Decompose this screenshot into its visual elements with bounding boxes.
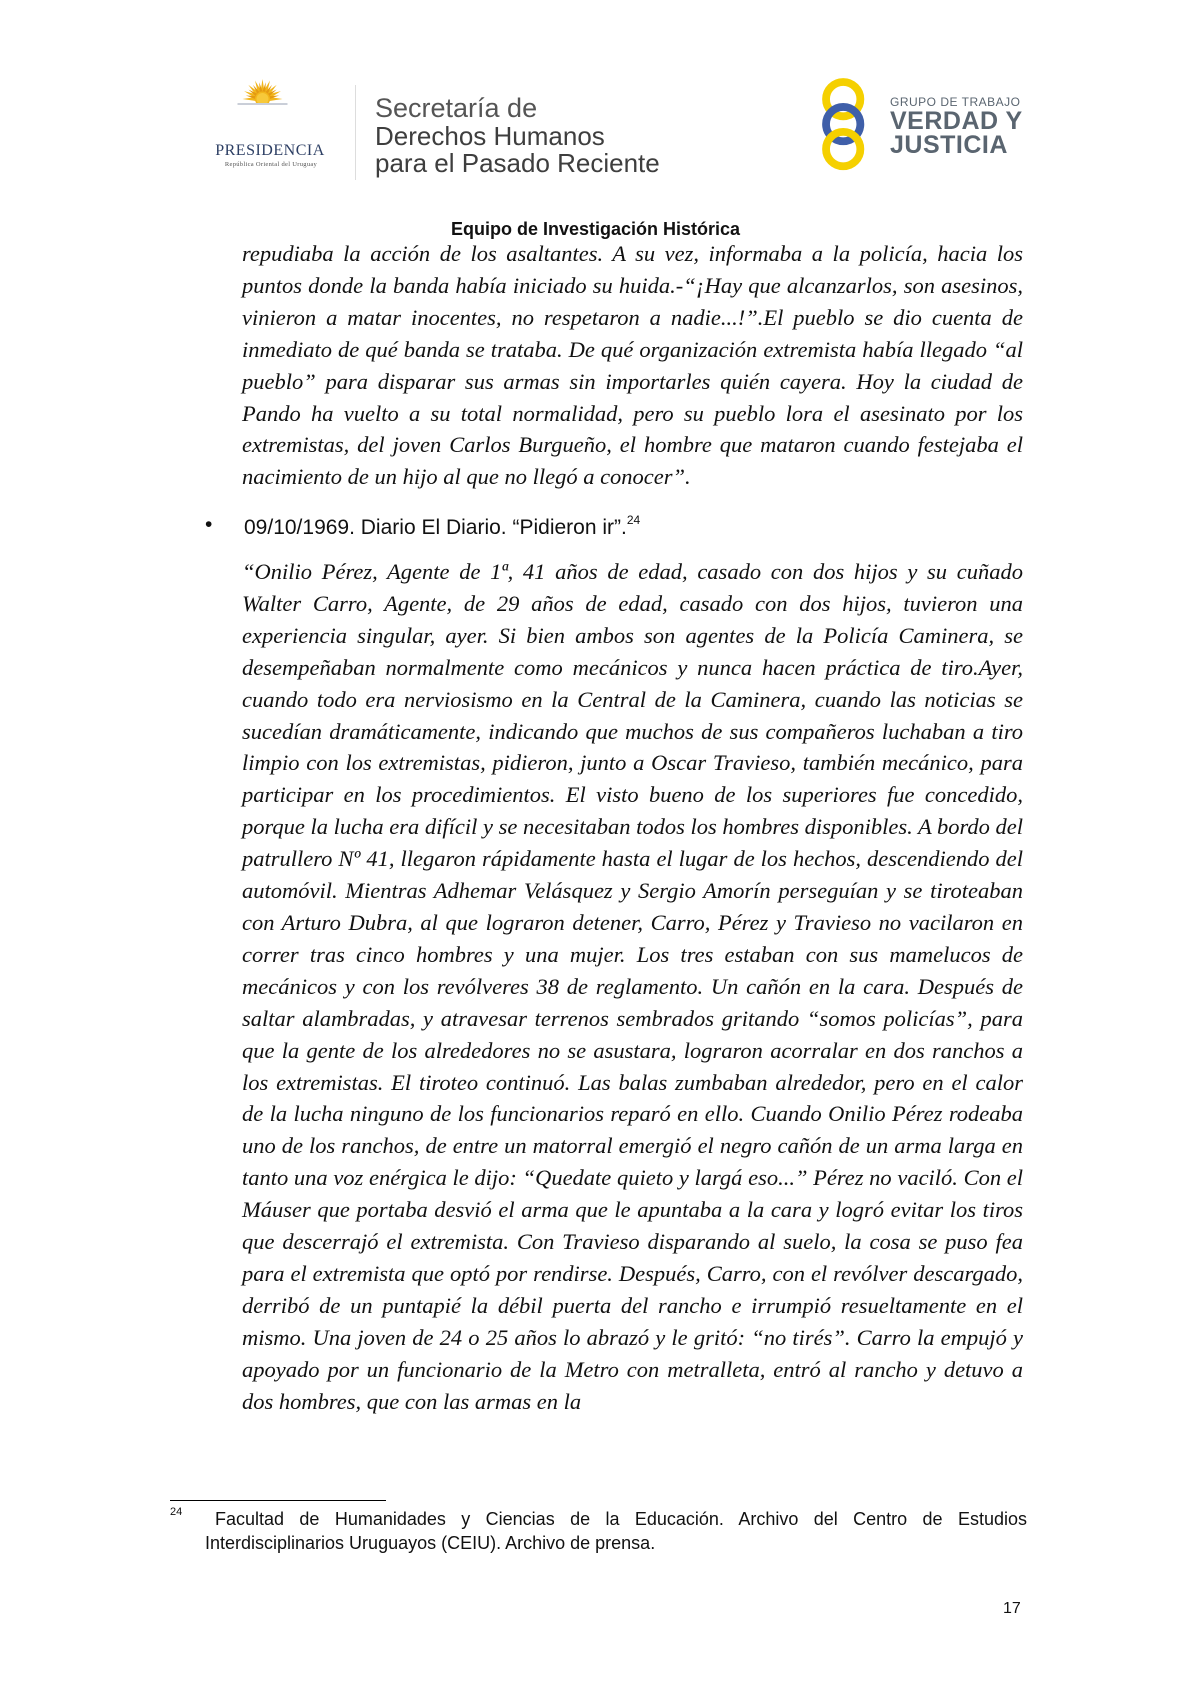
bullet-text: 09/10/1969. Diario El Diario. “Pidieron ir”. [244, 516, 627, 539]
quote-paragraph-2: “Onilio Pérez, Agente de 1ª, 41 años de edad, casado con dos hijos y su cuñado Walter Carro, Agente, de 29 años de edad, casado con dos hijos, tuvieron una experiencia singular, ayer. Si bien ambos son agentes de la Policía Caminera, se desempeñaban normalmente como mecánicos y nunca hacen práctica de tiro.Ayer, cuando todo era nerviosismo en la Central de la Caminera, cuando las noticias se sucedían dramáticamente, indicando que muchos de sus compañeros luchaban a tiro limpio con los extremistas, pidieron, junto a Oscar Travieso, también mecánico, para participar en los procedimientos. El visto bueno de los superiores fue concedido, porque la lucha era difícil y se necesitaban todos los hombres disponibles. A bordo del patrullero Nº 41, llegaron rápidamente hasta el lugar de los hechos, descendiendo del automóvil. Mientras Adhemar Velásquez y Sergio Amorín perseguían y se tiroteaban con Arturo Dubra, al que lograron detener, Carro, Pérez y Travieso no vacilaron en correr tras cinco hombres y una mujer. Los tres estaban con sus mamelucos de mecánicos y con los revólveres 38 de reglamento. Un cañón en la cara. Después de saltar alambradas, y atravesar terrenos sembrados gritando “somos policías”, para que la gente de los alrededores no se asustara, lograron acorralar en dos ranchos a los extremistas. El tiroteo continuó. Las balas zumbaban alrededor, pero en el calor de la lucha ninguno de los funcionarios reparó en ello. Cuando Onilio Pérez rodeaba uno de los ranchos, de entre un matorral emergió el negro cañón de un arma larga en tanto una voz enérgica le dijo: “Quedate quieto y largá eso...” Pérez no vaciló. Con el Máuser que portaba desvió el arma que le apuntaba a la cara y logró evitar los tiros que descerrajó el extremista. Con Travieso disparando al suelo, la cosa se puso fea para el extremista que optó por rendirse. Después, Carro, con el revólver descargado, derribó de un puntapié la débil puerta del rancho e irrumpió resueltamente en el mismo. Una joven de 24 o 25 años lo abrazó y le gritó: “no tirés”. Carro la empujó y apoyado por un funcionario de la Metro con metralleta, entró al rancho y detuvo a dos hombres, que con las armas en la [242, 559, 1023, 1414]
footnote-number: 24 [170, 1506, 183, 1518]
secretaria-title [375, 93, 660, 177]
footnote-reference[interactable]: 24 [626, 513, 641, 527]
secretaria-line-3: para el Pasado Reciente [375, 148, 660, 178]
secretaria-line-2: Derechos Humanos [375, 121, 605, 151]
bullet-symbol: • [205, 513, 213, 536]
secretaria-line-1: Secretaría de [375, 93, 538, 123]
header-divider [355, 85, 356, 180]
footnote-divider [170, 1500, 386, 1501]
page-header [0, 0, 1191, 215]
gtvj-line-1: VERDAD Y [890, 107, 1023, 135]
presidencia-name: PRESIDENCIA [215, 142, 325, 159]
footnote-text: Facultad de Humanidades y Ciencias de la Educación. Archivo del Centro de Estudios Interdisciplinarios Uruguayos (CEIU). Archivo de prensa. [205, 1509, 1027, 1553]
gtvj-small: GRUPO DE TRABAJO [890, 95, 1021, 109]
page-number: 17 [1003, 1600, 1021, 1617]
gtvj-line-2: JUSTICIA [890, 131, 1008, 159]
team-title: Equipo de Investigación Histórica [450, 219, 741, 239]
verdad-justicia-rings-logo [812, 62, 890, 187]
quote-paragraph-1: repudiaba la acción de los asaltantes. A su vez, informaba a la policía, hacia los puntos donde la banda había iniciado su huida.-“¡Hay que alcanzarlos, son asesinos, vinieron a matar inocentes, no respetaron a nadie...!”.El pueblo se dio cuenta de inmediato de qué banda se trataba. De qué organización extremista había llegado “al pueblo” para disparar sus armas sin importarles quién cayera. Hoy la ciudad de Pando ha vuelto a su total normalidad, pero su pueblo lora el asesinato por los extremistas, del joven Carlos Burgueño, el hombre que mataron cuando festejaba el nacimiento de un hijo al que no llegó a conocer”. [242, 241, 1023, 490]
bullet-text-wrap [244, 513, 640, 540]
presidencia-subtitle: República Oriental del Uruguay [224, 161, 318, 168]
verdad-justicia-wordmark [890, 95, 1023, 157]
